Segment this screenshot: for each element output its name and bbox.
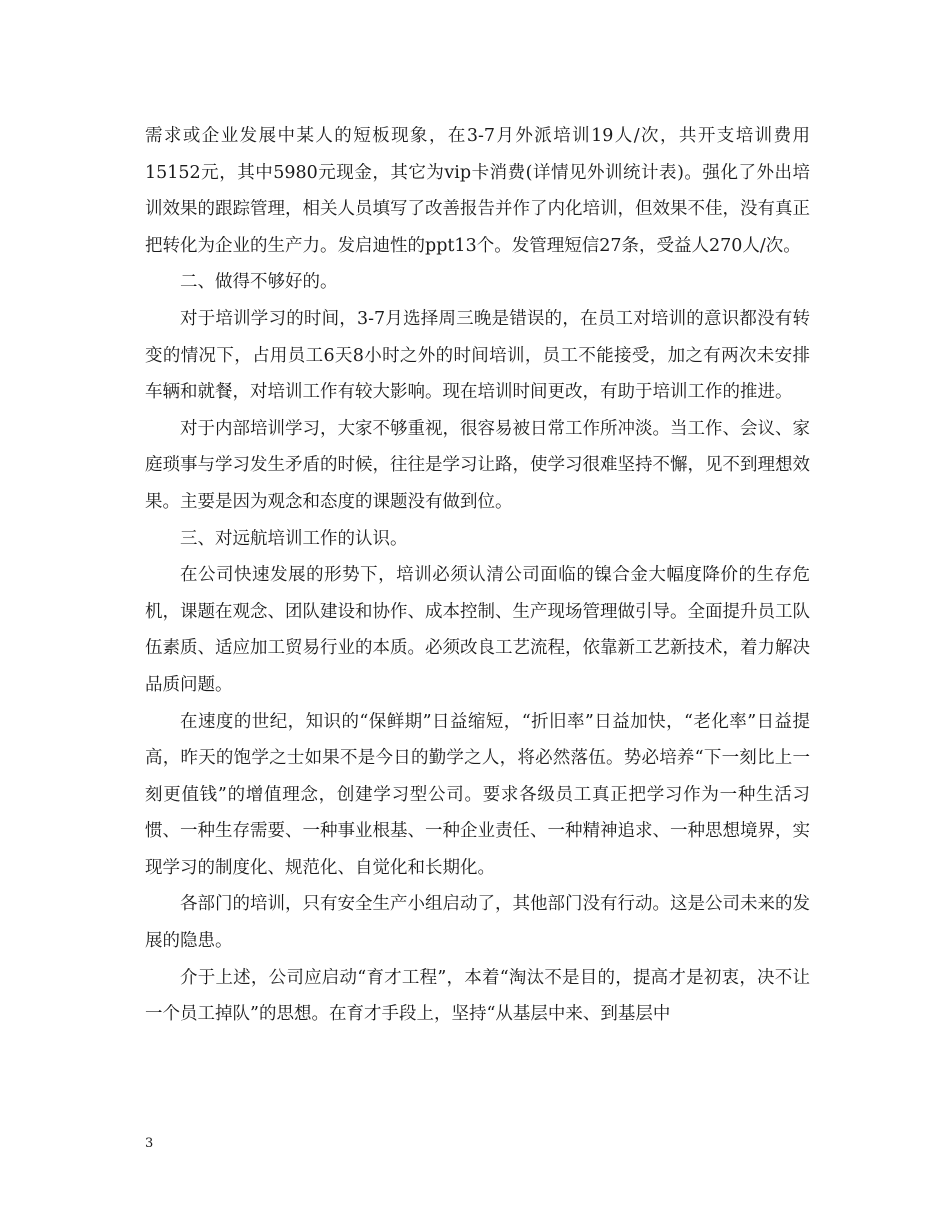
section-heading-understanding: 三、对远航培训工作的认识。 [180,528,408,549]
document-body [145,118,810,1033]
paragraph-knowledge-century: 在速度的世纪，知识的“保鲜期”日益缩短，“折旧率”日益加快，“老化率”日益提高，昨天的饱学之士如果不是今日的勤学之人，将必然落伍。势必培养“下一刻比上一刻更值钱”的增值理念，创建学习型公司。要求各级员工真正把学习作为一种生活习惯、一种生存需要、一种事业根基、一种企业责任、一种精神追求、一种思想境界，实现学习的制度化、规范化、自觉化和长期化。 [145,711,810,878]
paragraph-internal-training: 对于内部培训学习，大家不够重视，很容易被日常工作所冲淡。当工作、会议、家庭琐事与学习发生矛盾的时候，往往是学习让路，使学习很难坚持不懈，见不到理想效果。主要是因为观念和态度的课题没有做到位。 [145,418,810,512]
paragraph-talent-project: 介于上述，公司应启动“育才工程”，本着“淘汰不是目的，提高才是初衷，决不让一个员工掉队”的思想。在育才手段上，坚持“从基层中来、到基层中 [145,967,810,1025]
paragraph-department-training: 各部门的培训，只有安全生产小组启动了，其他部门没有行动。这是公司未来的发展的隐患。 [145,894,810,952]
paragraph-training-time: 对于培训学习的时间，3-7月选择周三晚是错误的，在员工对培训的意识都没有转变的情况下，占用员工6天8小时之外的时间培训，员工不能接受，加之有两次未安排车辆和就餐，对培训工作有较大影响。现在培训时间更改，有助于培训工作的推进。 [145,308,810,403]
paragraph-company-development: 在公司快速发展的形势下，培训必须认清公司面临的镍合金大幅度降价的生存危机，课题在观念、团队建设和协作、成本控制、生产现场管理做引导。全面提升员工队伍素质、适应加工贸易行业的本质。必须改良工艺流程，依靠新工艺新技术，着力解决品质问题。 [145,565,810,695]
paragraph-continuation: 需求或企业发展中某人的短板现象，在3-7月外派培训19人/次，共开支培训费用15152元，其中5980元现金，其它为vip卡消费(详情见外训统计表)。强化了外出培训效果的跟踪管理，相关人员填写了改善报告并作了内化培训，但效果不佳，没有真正把转化为企业的生产力。发启迪性的ppt13个。发管理短信27条，受益人270人/次。 [145,126,810,256]
page-number: 3 [145,1136,154,1151]
section-heading-shortcomings: 二、做得不够好的。 [180,272,338,293]
